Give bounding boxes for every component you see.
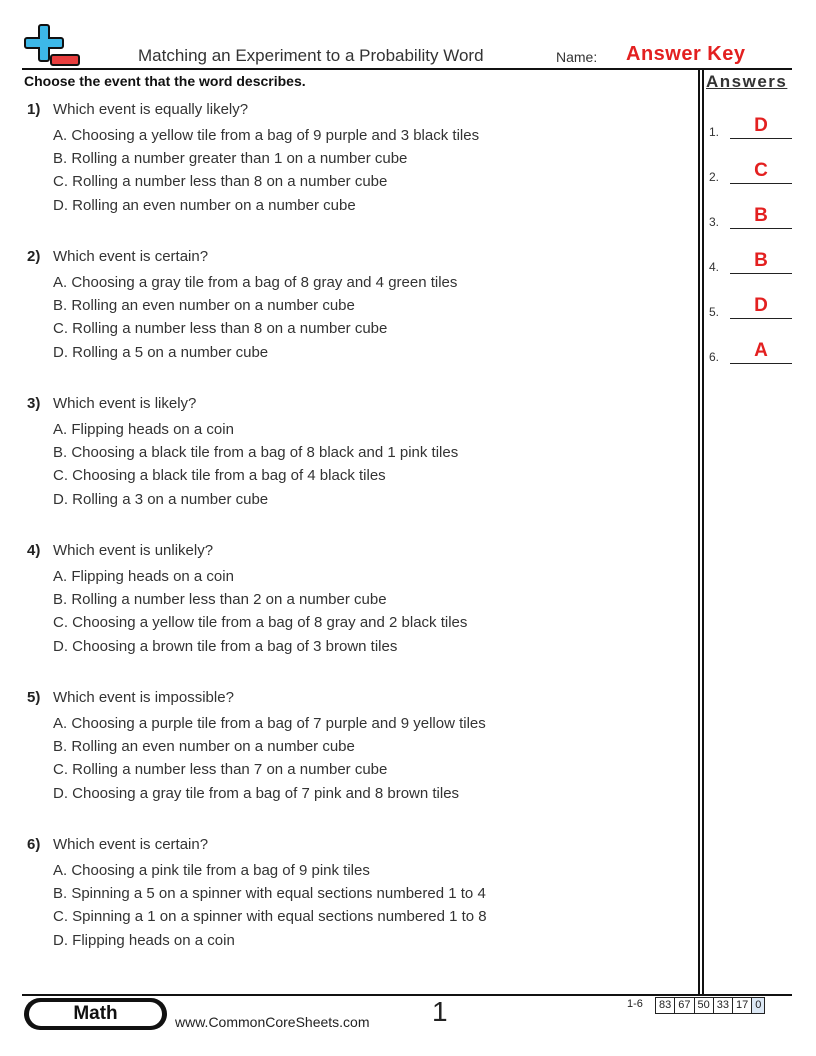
option-a: A. Choosing a gray tile from a bag of 8 gray and 4 green tiles (53, 274, 458, 291)
question-number: 4) (27, 542, 41, 559)
option-a: A. Choosing a purple tile from a bag of 7 purple and 9 yellow tiles (53, 715, 486, 732)
question-number: 2) (27, 248, 41, 265)
answer-line (730, 273, 792, 274)
question-number: 6) (27, 836, 41, 853)
option-a: A. Flipping heads on a coin (53, 421, 234, 438)
option-b: B. Rolling a number greater than 1 on a number cube (53, 150, 408, 167)
option-a: A. Flipping heads on a coin (53, 568, 234, 585)
divider-line (702, 68, 704, 994)
score-range: 1-6 (627, 998, 643, 1010)
question-number: 3) (27, 395, 41, 412)
answer-number: 3. (709, 215, 720, 229)
answer-line (730, 228, 792, 229)
option-b: B. Rolling an even number on a number cube (53, 297, 355, 314)
answer-number: 1. (709, 125, 720, 139)
answer-slot-5 (709, 295, 793, 319)
question-prompt: Which event is unlikely? (53, 542, 214, 559)
score-cell: 67 (674, 997, 694, 1014)
bottom-rule (22, 994, 792, 996)
answer-slot-3 (709, 205, 793, 229)
question-prompt: Which event is certain? (53, 836, 209, 853)
answer-line (730, 363, 792, 364)
answer-line (730, 138, 792, 139)
option-d: D. Rolling a 3 on a number cube (53, 491, 269, 508)
score-cell: 0 (751, 997, 765, 1014)
option-c: C. Choosing a yellow tile from a bag of 8 gray and 2 black tiles (53, 614, 468, 631)
page-title: Matching an Experiment to a Probability Word (138, 46, 484, 65)
option-b: B. Rolling a number less than 2 on a number cube (53, 591, 387, 608)
answer-number: 6. (709, 350, 720, 364)
question-number: 1) (27, 101, 41, 118)
option-a: A. Choosing a pink tile from a bag of 9 pink tiles (53, 862, 370, 879)
answer-line (730, 183, 792, 184)
answers-header: Answers (706, 72, 788, 91)
score-cell: 17 (732, 997, 752, 1014)
answer-number: 5. (709, 305, 720, 319)
option-c: C. Rolling a number less than 8 on a number cube (53, 320, 388, 337)
option-a: A. Choosing a yellow tile from a bag of 9 purple and 3 black tiles (53, 127, 480, 144)
answer-key-label: Answer Key (626, 43, 746, 65)
website-link[interactable]: www.CommonCoreSheets.com (175, 1014, 370, 1030)
option-d: D. Flipping heads on a coin (53, 932, 235, 949)
option-c: C. Spinning a 1 on a spinner with equal sections numbered 1 to 8 (53, 908, 487, 925)
math-badge (24, 998, 167, 1030)
option-b: B. Spinning a 5 on a spinner with equal sections numbered 1 to 4 (53, 885, 486, 902)
name-label: Name: (556, 49, 598, 65)
answer-slot-4 (709, 250, 793, 274)
option-c: C. Choosing a black tile from a bag of 4 black tiles (53, 467, 386, 484)
option-d: D. Rolling an even number on a number cube (53, 197, 356, 214)
question-prompt: Which event is certain? (53, 248, 209, 265)
option-d: D. Choosing a gray tile from a bag of 7 pink and 8 brown tiles (53, 785, 460, 802)
answer-line (730, 318, 792, 319)
score-table (656, 997, 765, 1014)
option-b: B. Choosing a black tile from a bag of 8 black and 1 pink tiles (53, 444, 459, 461)
answer-slot-2 (709, 160, 793, 184)
option-c: C. Rolling a number less than 8 on a number cube (53, 173, 388, 190)
question-number: 5) (27, 689, 41, 706)
answer-letter: A (754, 340, 768, 361)
instructions: Choose the event that the word describes. (24, 73, 306, 89)
page-number: 1 (432, 996, 448, 1027)
plus-minus-logo-icon (22, 24, 80, 68)
answer-letter: B (754, 250, 768, 271)
answer-slot-1 (709, 115, 793, 139)
top-rule (22, 68, 792, 70)
score-cell: 83 (655, 997, 675, 1014)
math-badge-label: Math (29, 1002, 162, 1026)
answer-number: 4. (709, 260, 720, 274)
option-d: D. Choosing a brown tile from a bag of 3 brown tiles (53, 638, 398, 655)
option-d: D. Rolling a 5 on a number cube (53, 344, 269, 361)
option-c: C. Rolling a number less than 7 on a number cube (53, 761, 388, 778)
answer-number: 2. (709, 170, 720, 184)
question-prompt: Which event is equally likely? (53, 101, 249, 118)
answer-letter: D (754, 295, 768, 316)
score-cell: 50 (694, 997, 714, 1014)
answer-letter: D (754, 115, 768, 136)
question-prompt: Which event is likely? (53, 395, 197, 412)
score-cell: 33 (713, 997, 733, 1014)
answer-letter: B (754, 205, 768, 226)
divider-line (698, 68, 700, 994)
option-b: B. Rolling an even number on a number cube (53, 738, 355, 755)
answer-slot-6 (709, 340, 793, 364)
question-prompt: Which event is impossible? (53, 689, 234, 706)
answer-letter: C (754, 160, 768, 181)
